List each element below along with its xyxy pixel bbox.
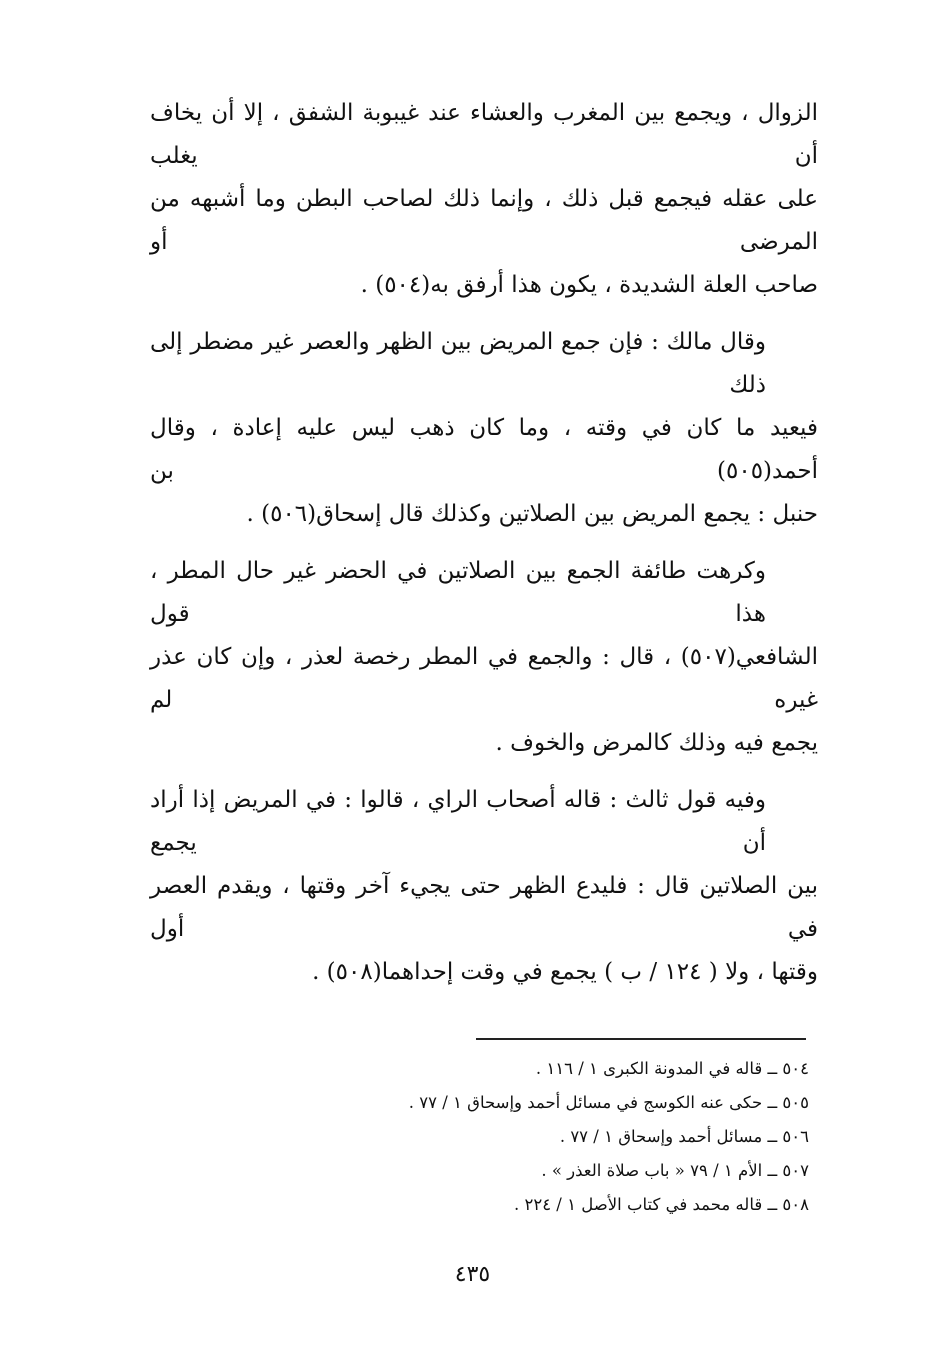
- footnote-508: ٥٠٨ ــ قاله محمد في كتاب الأصل ١ / ٢٢٤ .: [513, 1195, 809, 1214]
- text-line: صاحب العلة الشديدة ، يكون هذا أرفق به(٥٠٤) .: [360, 272, 818, 298]
- text-line: وفيه قول ثالث : قاله أصحاب الراي ، قالوا : في المريض إذا أراد أن يجمع: [150, 787, 766, 856]
- footnote-507: ٥٠٧ ــ الأم ١ / ٧٩ « باب صلاة العذر » .: [541, 1161, 809, 1180]
- text-line: حنبل : يجمع المريض بين الصلاتين وكذلك قال إسحاق(٥٠٦) .: [246, 501, 818, 527]
- text-line: بين الصلاتين قال : فليدع الظهر حتى يجيء آخر وقتها ، ويقدم العصر في أول: [150, 873, 818, 942]
- page-number: ٤٣٥: [454, 1262, 491, 1287]
- text-line: وكرهت طائفة الجمع بين الصلاتين في الحضر غير حال المطر ، هذا قول: [150, 558, 766, 627]
- text-line: وقال مالك : فإن جمع المريض بين الظهر والعصر غير مضطر إلى ذلك: [150, 329, 766, 398]
- text-line: على عقله فيجمع قبل ذلك ، وإنما ذلك لصاحب البطن وما أشبهه من المرضى أو: [150, 186, 818, 255]
- text-line: يجمع فيه وذلك كالمرض والخوف .: [495, 730, 818, 756]
- paragraph-2: [150, 321, 818, 536]
- paragraph-1: [150, 92, 818, 307]
- main-text: [150, 92, 818, 1008]
- footnote-505: ٥٠٥ ــ حكى عنه الكوسج في مسائل أحمد وإسحاق ١ / ٧٧ .: [408, 1093, 809, 1112]
- text-line: فيعيد ما كان في وقته ، وما كان ذهب ليس عليه إعادة ، وقال أحمد(٥٠٥) بن: [150, 415, 818, 484]
- text-line: وقتها ، ولا ( ١٢٤ / ب ) يجمع في وقت إحداهما(٥٠٨) .: [312, 959, 818, 985]
- text-line: الشافعي(٥٠٧) ، قال : والجمع في المطر رخصة لعذر ، وإن كان عذر غيره لم: [150, 644, 818, 713]
- text-line: الزوال ، ويجمع بين المغرب والعشاء عند غيبوبة الشفق ، إلا أن يخاف أن يغلب: [150, 100, 818, 169]
- footnotes: [309, 1052, 809, 1222]
- paragraph-4: [150, 779, 818, 994]
- paragraph-3: [150, 550, 818, 765]
- footnote-504: ٥٠٤ ــ قاله في المدونة الكبرى ١ / ١١٦ .: [535, 1059, 809, 1078]
- footnote-divider: [476, 1038, 806, 1040]
- footnote-506: ٥٠٦ ــ مسائل أحمد وإسحاق ١ / ٧٧ .: [559, 1127, 809, 1146]
